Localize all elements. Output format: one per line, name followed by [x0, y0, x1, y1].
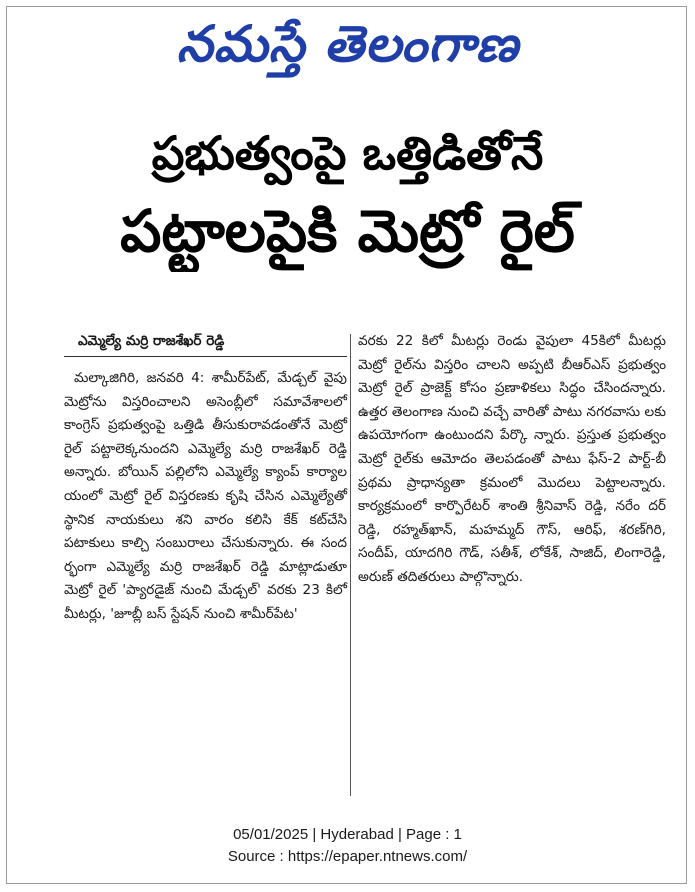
footer-date-edition: 05/01/2025 | Hyderabad | Page : 1 [233, 826, 462, 843]
masthead [0, 10, 695, 80]
article-body-right: వరకు 22 కిలో మీటర్లు రెండు వైపులా 45కిలో మీటర్లు మెట్రో రైల్‌ను విస్తరిం చాలని అప్పటి బీఆర్‌ఎస్ ప్రభుత్వం మెట్రో రైల్ ప్రాజెక్ట్ కోసం ప్రణాళికలు సిద్ధం చేసిందన్నారు. ఉత్తర తెలంగాణ నుంచి వచ్చే వారితో పాటు నగరవాసు లకు ఉపయోగంగా ఉంటుందని పేర్కొ న్నారు. ప్రస్తుత ప్రభుత్వం మెట్రో రైల్‌కు ఆమోదం తెలపడంతో పాటు ఫేస్-2 పార్ట్-బీ ప్రథమ ప్రాధాన్యతా క్రమంలో మొదలు పెట్టాలన్నారు. కార్యక్రమంలో కార్పొరేటర్ శాంతి శ్రీనివాస్ రెడ్డి, నరేం దర్ రెడ్డి, రహ్మత్‌ఖాన్, మహమ్మద్ గౌస్, ఆరిఫ్, శరణ్‌గిరి, సందీప్, యాదగిరి గౌడ్, సతీశ్, లోకేశ్, సాజిద్, లింగారెడ్డి, అరుణ్ తదితరులు పాల్గొన్నారు. [358, 333, 666, 585]
article-column-left [64, 330, 347, 627]
newspaper-logo-title: నమస్తే తెలంగాణ [176, 14, 519, 73]
headline-line-1: ప్రభుత్వంపై ఒత్తిడితోనే [151, 126, 544, 180]
footer-source: Source : https://epaper.ntnews.com/ [227, 848, 468, 865]
article-body-left: మల్కాజిగిరి, జనవరి 4: శామీర్‌పేట్, మేడ్చల్ వైపు మెట్రోను విస్తరించాలని అసెంబ్లీలో సమావేశాలలో కాంగ్రెస్ ప్రభుత్వంపై ఒత్తిడి తీసుకురావడంతోనే మెట్రో రైల్ పట్టాలెక్కనుందని ఎమ్మెల్యే మర్రి రాజశేఖర్ రెడ్డి అన్నారు. బోయిన్ పల్లిలోని ఎమ్మెల్యే క్యాంప్ కార్యాల యంలో మెట్రో రైల్ విస్తరణకు కృషి చేసిన ఎమ్మెల్యేతో స్థానిక నాయకులు శని వారం కలిసి కేక్ కట్‌చేసి పటాకులు కాల్చి సంబురాలు చేసుకున్నారు. ఈ సంద ర్భంగా ఎమ్మెల్యే మర్రి రాజశేఖర్ రెడ్డి మాట్లాడుతూ మెట్రో రైల్ 'ప్యారడైజ్ నుంచి మేడ్చల్' వరకు 23 కిలో మీటర్లు, 'జూబ్లీ బస్ స్టేషన్ నుంచి శామీర్‌పేట' [64, 370, 347, 622]
headline-line-2: పట్టాలపైకి మెట్రో రైల్ [120, 197, 575, 265]
article-column-right [358, 330, 666, 590]
byline: ఎమ్మెల్యే మర్రి రాజశేఖర్ రెడ్డి [64, 330, 347, 357]
column-divider [350, 334, 351, 796]
